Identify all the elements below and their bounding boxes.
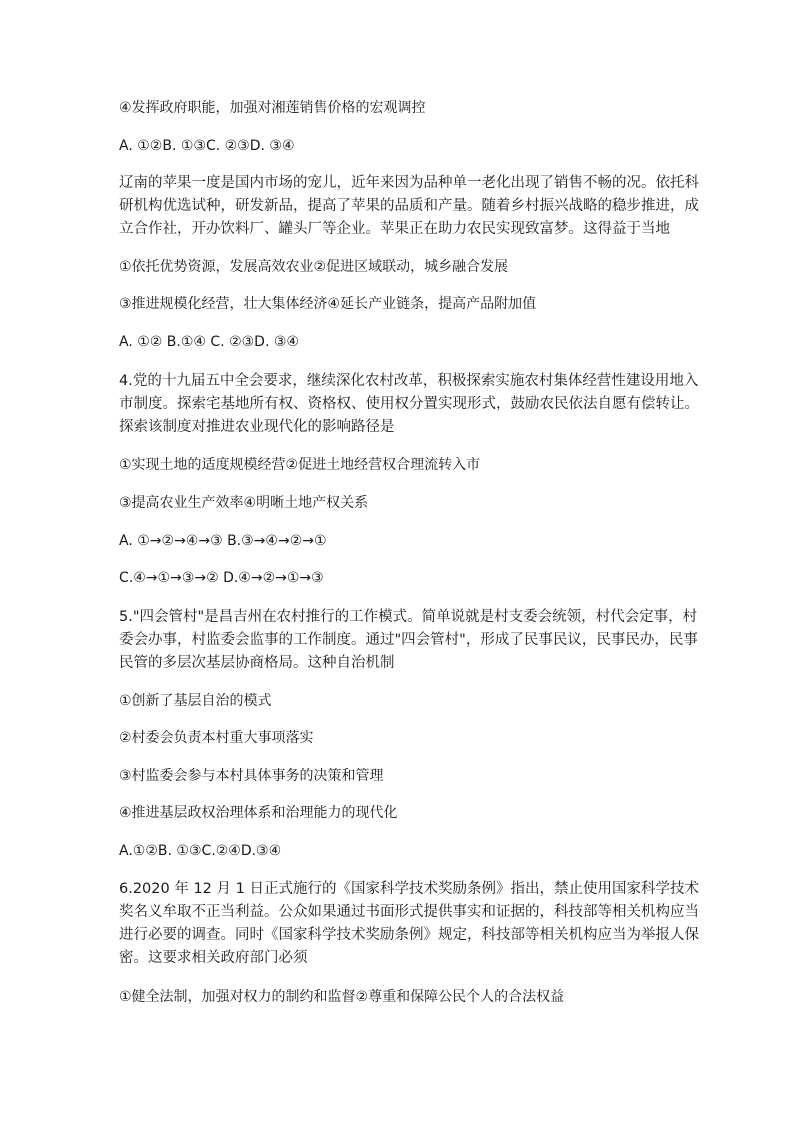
q6-stem-line-1: 6.2020 年 12 月 1 日正式施行的《国家科学技术奖励条例》指出，禁止使用国家科学技术 — [119, 881, 699, 897]
q3b-answer-choices: A. ①② B.①④ C. ②③D. ③④ — [119, 334, 299, 350]
q5-stem-line-3: 民管的多层次基层协商格局。这种自治机制 — [119, 655, 395, 671]
q3a-option-4: ④发挥政府职能，加强对湘莲销售价格的宏观调控 — [119, 100, 426, 116]
q5-stem-line-2: 委会办事，村监委会监事的工作制度。通过"四会管村"，形成了民事民议，民事民办，民事 — [119, 632, 698, 648]
q6-stem-line-4: 密。这要求相关政府部门必须 — [119, 950, 308, 966]
q3b-stem-line-2: 研机构优选试种，研发新品，提高了苹果的品质和产量。随着乡村振兴战略的稳步推进，成 — [119, 198, 699, 214]
q3b-options-1-2: ①依托优势资源，发展高效农业②促进区域联动，城乡融合发展 — [119, 259, 509, 275]
q4-answer-choices-c-d: C.④→①→③→② D.④→②→①→③ — [119, 570, 324, 586]
q6-stem-line-3: 进行必要的调查。同时《国家科学技术奖励条例》规定，科技部等相关机构应当为举报人保 — [119, 927, 699, 943]
q5-stem-line-1: 5."四会管村"是昌吉州在农村推行的工作模式。简单说就是村支委会统领，村代会定事，村 — [119, 609, 698, 625]
q4-stem-line-3: 探索该制度对推进农业现代化的影响路径是 — [119, 419, 395, 435]
q4-options-1-2: ①实现土地的适度规模经营②促进土地经营权合理流转入市 — [119, 457, 481, 473]
q4-stem-line-1: 4.党的十九届五中全会要求，继续深化农村改革，积极探索实施农村集体经营性建设用地入 — [119, 373, 699, 389]
q5-answer-choices: A.①②B. ①③C.②④D.③④ — [119, 843, 282, 859]
q6-options-1-2: ①健全法制，加强对权力的制约和监督②尊重和保障公民个人的合法权益 — [119, 989, 565, 1005]
q3b-stem-line-3: 立合作社，开办饮料厂、罐头厂等企业。苹果正在助力农民实现致富梦。这得益于当地 — [119, 221, 670, 237]
q5-option-4: ④推进基层政权治理体系和治理能力的现代化 — [119, 805, 398, 821]
q4-answer-choices-a-b: A. ①→②→④→③ B.③→④→②→① — [119, 533, 327, 549]
q4-options-3-4: ③提高农业生产效率④明晰土地产权关系 — [119, 495, 369, 511]
q5-option-2: ②村委会负责本村重大事项落实 — [119, 730, 314, 746]
q3b-options-3-4: ③推进规模化经营，壮大集体经济④延长产业链条，提高产品附加值 — [119, 296, 537, 312]
q5-option-3: ③村监委会参与本村具体事务的决策和管理 — [119, 768, 384, 784]
q3a-answer-choices: A. ①②B. ①③C. ②③D. ③④ — [119, 138, 295, 154]
q3b-stem-line-1: 辽南的苹果一度是国内市场的宠儿，近年来因为品种单一老化出现了销售不畅的况。依托科 — [119, 175, 699, 191]
q4-stem-line-2: 市制度。探索宅基地所有权、资格权、使用权分置实现形式，鼓励农民依法自愿有偿转让。 — [119, 396, 699, 412]
q6-stem-line-2: 奖名义牟取不正当利益。公众如果通过书面形式提供事实和证据的，科技部等相关机构应当 — [119, 904, 699, 920]
q5-option-1: ①创新了基层自治的模式 — [119, 693, 272, 709]
